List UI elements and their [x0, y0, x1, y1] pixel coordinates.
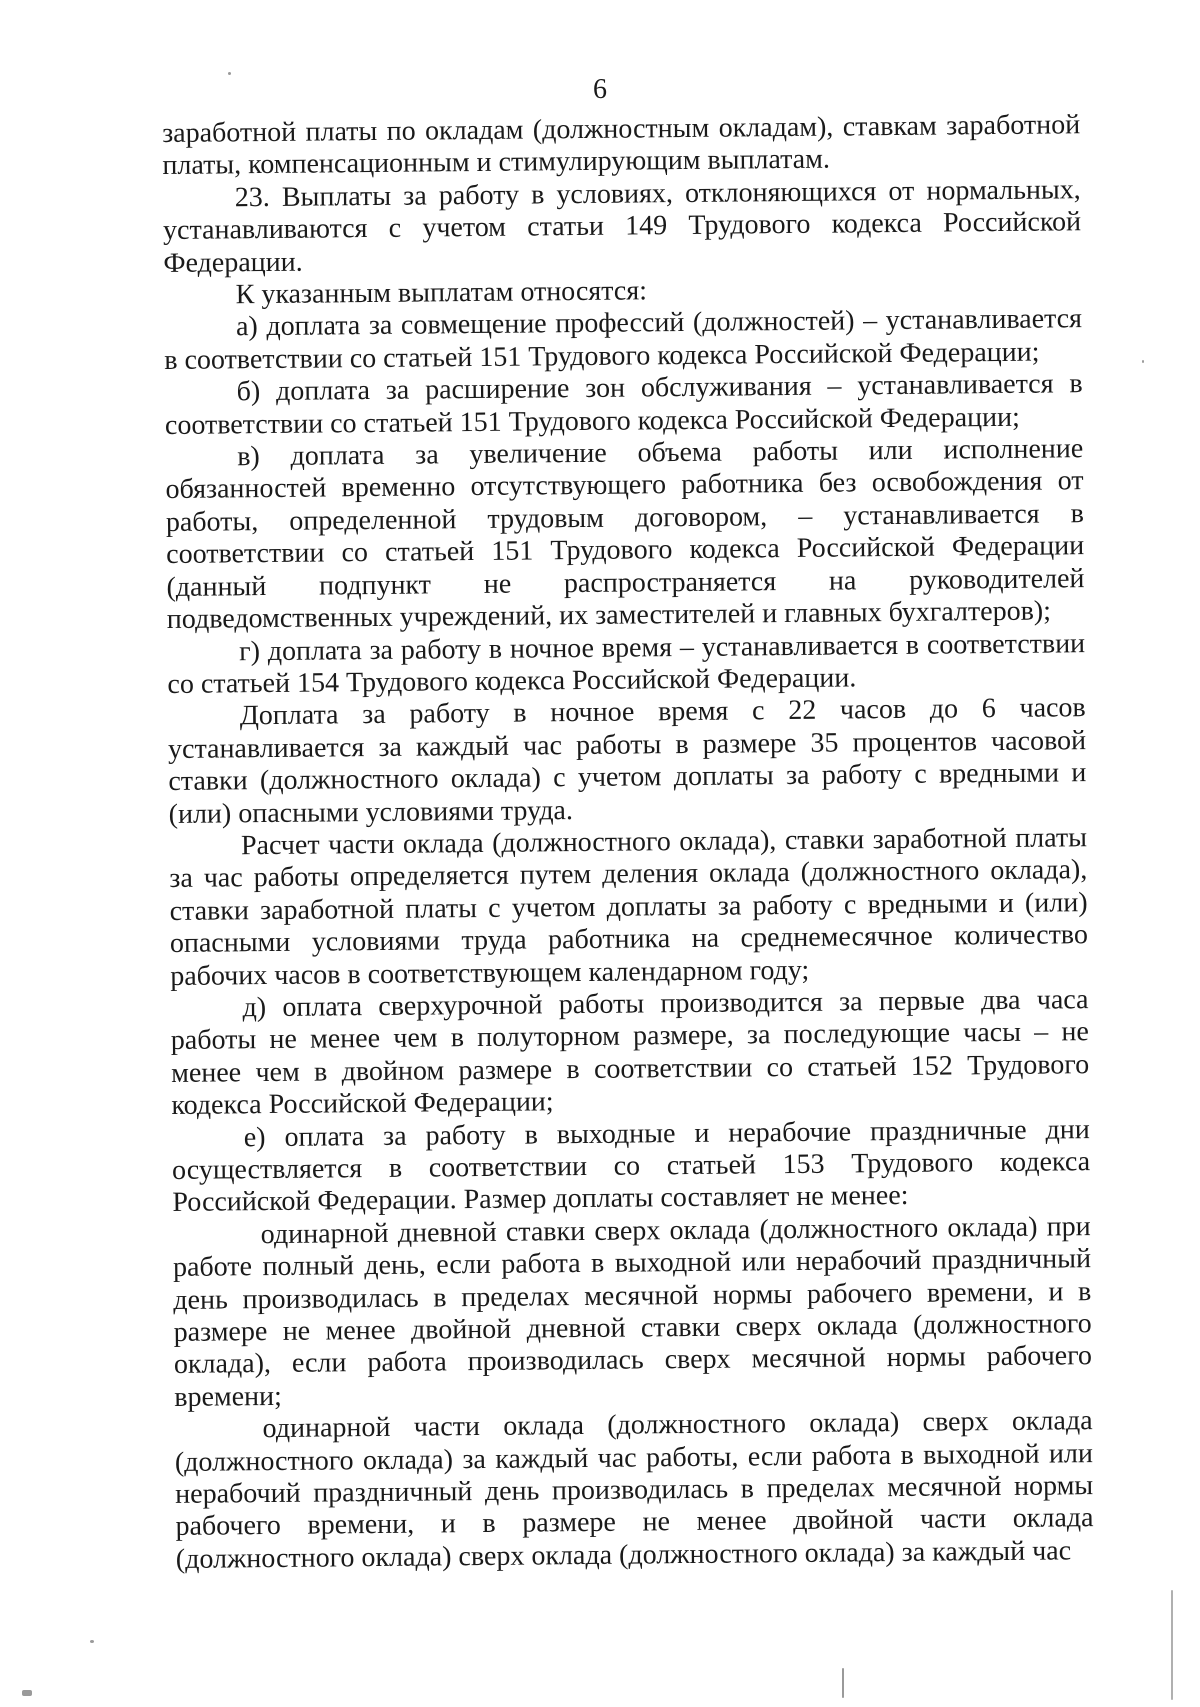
- paragraph-item-g: г) доплата за работу в ночное время – устанавливается в соответствии со статьей 154 Трудового кодекса Российской Федерации.: [167, 627, 1086, 700]
- paragraph-night-rate: Доплата за работу в ночное время с 22 часов до 6 часов устанавливается за каждый час работы в размере 35 процентов часовой ставки (должностного оклада) с учетом доплаты за работу с вредными и (или) опасными условиями труда.: [167, 692, 1087, 830]
- paragraph-item-b: б) доплата за расширение зон обслуживания – устанавливается в соответствии со статьей 151 Трудового кодекса Российской Федерации;: [164, 368, 1083, 441]
- scan-speck: [842, 1668, 844, 1698]
- page-number: 6: [593, 74, 607, 105]
- scan-speck: [228, 72, 231, 75]
- scan-speck: [1171, 1590, 1173, 1700]
- paragraph-item-d: д) оплата сверхурочной работы производится за первые два часа работы не менее чем в полуторном размере, за последующие часы – не менее чем в двойном размере в соответствии со статьей 152 Трудового кодекса Российской Федерации;: [170, 984, 1090, 1122]
- paragraph-23: 23. Выплаты за работу в условиях, отклоняющихся от нормальных, устанавливаются с учетом статьи 149 Трудового кодекса Российской Федерации.: [162, 173, 1082, 279]
- scan-speck: [22, 1690, 32, 1696]
- paragraph-day-rate: одинарной дневной ставки сверх оклада (должностного оклада) при работе полный день, если работа в выходной или нерабочий праздничный день производилась в пределах месячной нормы рабочего времени, и в размере не менее двойной дневной ставки сверх оклада (должностного оклада), если работа производилась сверх месячной нормы рабочего времени;: [172, 1210, 1093, 1413]
- paragraph-list-intro: К указанным выплатам относятся:: [235, 275, 648, 311]
- paragraph-continued: заработной платы по окладам (должностным окладам), ставкам заработной платы, компенсационным и стимулирующим выплатам.: [162, 109, 1081, 182]
- paragraph-hour-rate: одинарной части оклада (должностного оклада) сверх оклада (должностного оклада) за каждый час работы, если работа в выходной или нерабочий праздничный день производилась в пределах месячной нормы рабочего времени, и в размере не менее двойной части оклада (должностного оклада) сверх оклада (должностного оклада) за каждый час: [174, 1405, 1094, 1575]
- paragraph-item-v: в) доплата за увеличение объема работы или исполнение обязанностей временно отсутствующего работника без освобождения от работы, определенной трудовым договором, – устанавливается в соответствии со статьей 151 Трудового кодекса Российской Федерации (данный подпункт не распространяется на руководителей подведомственных учреждений, их заместителей и главных бухгалтеров);: [165, 433, 1085, 636]
- paragraph-item-e: е) оплата за работу в выходные и нерабочие праздничные дни осуществляется в соответствии со статьей 153 Трудового кодекса Российской Федерации. Размер доплаты составляет не менее:: [171, 1113, 1091, 1219]
- scan-speck: [90, 1640, 94, 1643]
- paragraph-hourly-calc: Расчет части оклада (должностного оклада), ставки заработной платы за час работы определяется путем деления оклада (должностного оклада), ставки заработной платы с учетом доплаты за работу с вредными и (или) опасными условиями труда работника на среднемесячное количество рабочих часов в соответствующем календарном году;: [169, 822, 1089, 992]
- document-body: [162, 109, 1094, 1576]
- paragraph-item-a: а) доплата за совмещение профессий (должностей) – устанавливается в соответствии со статьей 151 Трудового кодекса Российской Федерации;: [164, 303, 1083, 376]
- scan-speck: [1142, 360, 1144, 363]
